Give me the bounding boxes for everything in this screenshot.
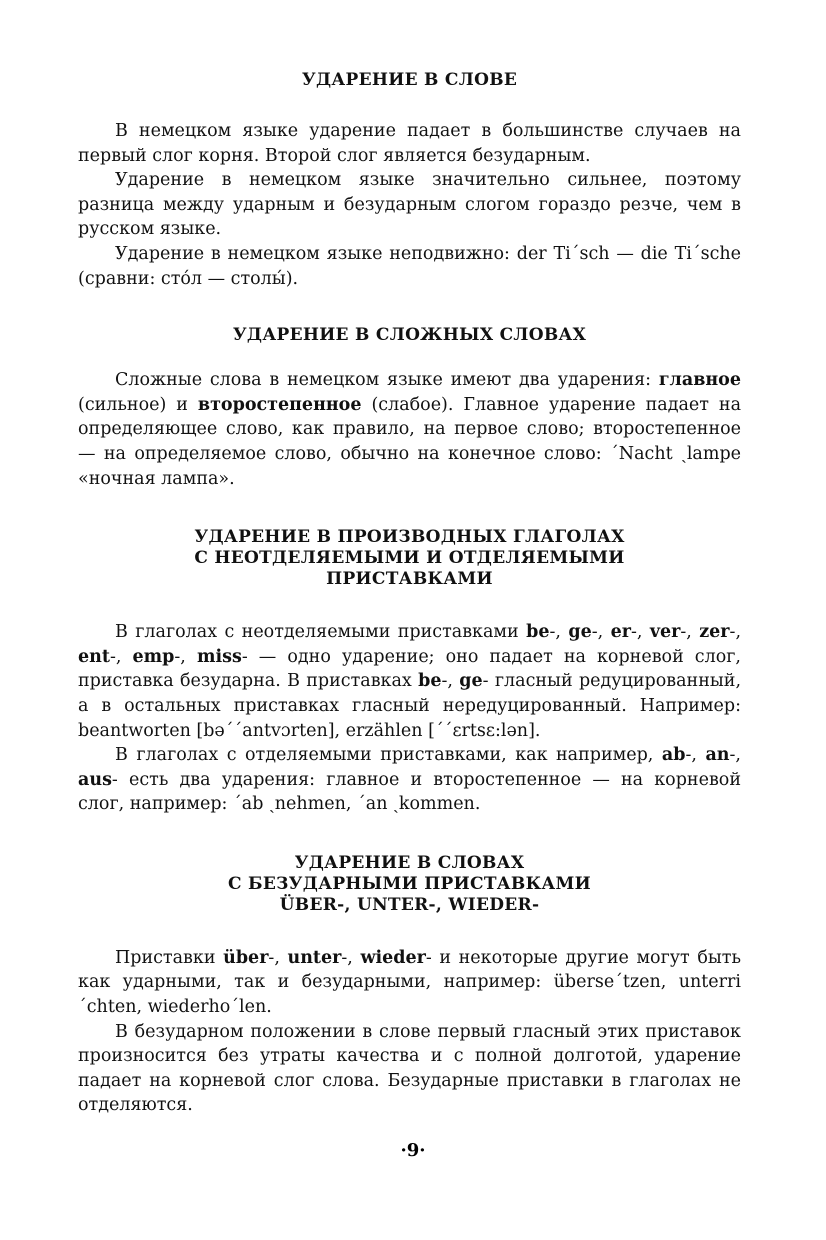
section-derived-verbs — [78, 527, 741, 817]
paragraph — [78, 119, 741, 168]
text-run: -, — [685, 745, 706, 766]
heading-line: С БЕЗУДАРНЫМИ ПРИСТАВКАМИ — [227, 873, 591, 894]
heading-line: ПРИСТАВКАМИ — [326, 569, 493, 590]
paragraph — [78, 1020, 741, 1118]
text-run: -, — [268, 947, 288, 968]
text-run: -, — [109, 646, 133, 667]
text-run: Ударение в немецком языке неподвижно: der Ti´sch — die Ti´sche (сравни: сто́л — столы́). — [78, 243, 741, 289]
text-run: -, — [441, 671, 460, 692]
paragraph — [78, 168, 741, 242]
bold-prefix: unter — [287, 947, 342, 968]
bold-prefix: ge — [568, 622, 592, 643]
heading-line: УДАРЕНИЕ В ПРОИЗВОДНЫХ ГЛАГОЛАХ — [194, 527, 625, 548]
text-run: В безударном положении в слове первый гласный этих приставок произносится без утраты качества и с полной долготой, ударение падает на корневой слог слова. Безударные приставки в глаголах не отделяются. — [78, 1021, 741, 1116]
bold-prefix: be — [526, 622, 550, 643]
bold-prefix: an — [705, 745, 730, 766]
paragraph — [78, 242, 741, 291]
paragraph — [78, 743, 741, 817]
text-run: - — одно ударение; оно падает на корневой слог, приставка безударна. В приставках — [78, 646, 741, 692]
section-heading — [78, 853, 741, 916]
text-run: -, — [680, 622, 700, 643]
bold-prefix: wieder — [360, 947, 426, 968]
paragraph — [78, 620, 741, 743]
text-run: -, — [630, 622, 650, 643]
section-stress-in-word — [78, 70, 741, 291]
text-run: -, — [729, 622, 742, 643]
text-run: - есть два ударения: главное и второстепенное — на корневой слог, например: ´ab ˏnehmen, ´an ˏkommen. — [78, 769, 741, 815]
section-heading — [78, 527, 741, 590]
bold-prefix: aus — [78, 769, 112, 790]
text-run: -, — [549, 622, 569, 643]
heading-line: УДАРЕНИЕ В СЛОВЕ — [301, 70, 518, 90]
bold-prefix: emp — [132, 646, 175, 667]
heading-line: УДАРЕНИЕ В СЛОВАХ — [294, 852, 525, 873]
bold-prefix: ab — [661, 745, 686, 766]
text-run: В глаголах с неотделяемыми приставками — [115, 622, 527, 643]
text-run: В немецком языке ударение падает в большинстве случаев на первый слог корня. Второй слог является безударным. — [78, 121, 741, 166]
section-stress-in-compounds — [78, 325, 741, 491]
bold-term: главное — [658, 370, 741, 391]
bold-prefix: miss — [196, 646, 242, 667]
bold-prefix: be — [418, 671, 442, 692]
page-body — [78, 70, 741, 1118]
heading-line: ÜBER-, UNTER-, WIEDER- — [279, 894, 540, 915]
bold-prefix: ent — [78, 646, 110, 667]
text-run: Сложные слова в немецком языке имеют два ударения: — [115, 370, 659, 391]
page-number: ·9· — [400, 1140, 426, 1161]
paragraph — [78, 946, 741, 1020]
heading-line: С НЕОТДЕЛЯЕМЫМИ И ОТДЕЛЯЕМЫМИ — [194, 548, 625, 569]
section-unstressed-prefixes — [78, 853, 741, 1118]
text-run: -, — [729, 745, 741, 766]
section-heading — [78, 70, 741, 91]
heading-line: УДАРЕНИЕ В СЛОЖНЫХ СЛОВАХ — [232, 325, 587, 346]
text-run: В глаголах с отделяемыми приставками, как например, — [115, 745, 662, 766]
text-run: -, — [341, 947, 361, 968]
text-run: Ударение в немецком языке значительно сильнее, поэтому разница между ударным и безударным слогом гораздо резче, чем в русском языке. — [78, 170, 741, 240]
section-heading — [78, 325, 741, 346]
text-run: (слабое). Главное ударение падает на определяющее слово, как правило, на первое слово; второстепенное — на определяемое слово, обычно на конечное слово: ´Nacht ˏlampe «ночная лампа». — [78, 394, 741, 489]
text-run: -, — [174, 646, 197, 667]
bold-prefix: ver — [649, 622, 681, 643]
text-run: Приставки — [115, 947, 224, 968]
bold-term: второстепенное — [197, 394, 362, 415]
text-run: - и некоторые другие могут быть как ударными, так и безударными, например: überse´tzen, unterri´chten, wiederho´len. — [78, 947, 741, 1018]
text-run: - гласный редуцированный, а в остальных приставках гласный нередуцированный. Например: beantworten [bə´´antvɔrten], erzählen [´´ɛrtsɛ:lən]. — [78, 671, 742, 741]
bold-prefix: ge — [459, 671, 483, 692]
text-run: -, — [591, 622, 611, 643]
paragraph — [78, 368, 741, 491]
text-run: (сильное) и — [78, 394, 198, 415]
bold-prefix: zer — [699, 622, 730, 643]
bold-prefix: über — [223, 947, 269, 968]
bold-prefix: er — [610, 622, 631, 643]
